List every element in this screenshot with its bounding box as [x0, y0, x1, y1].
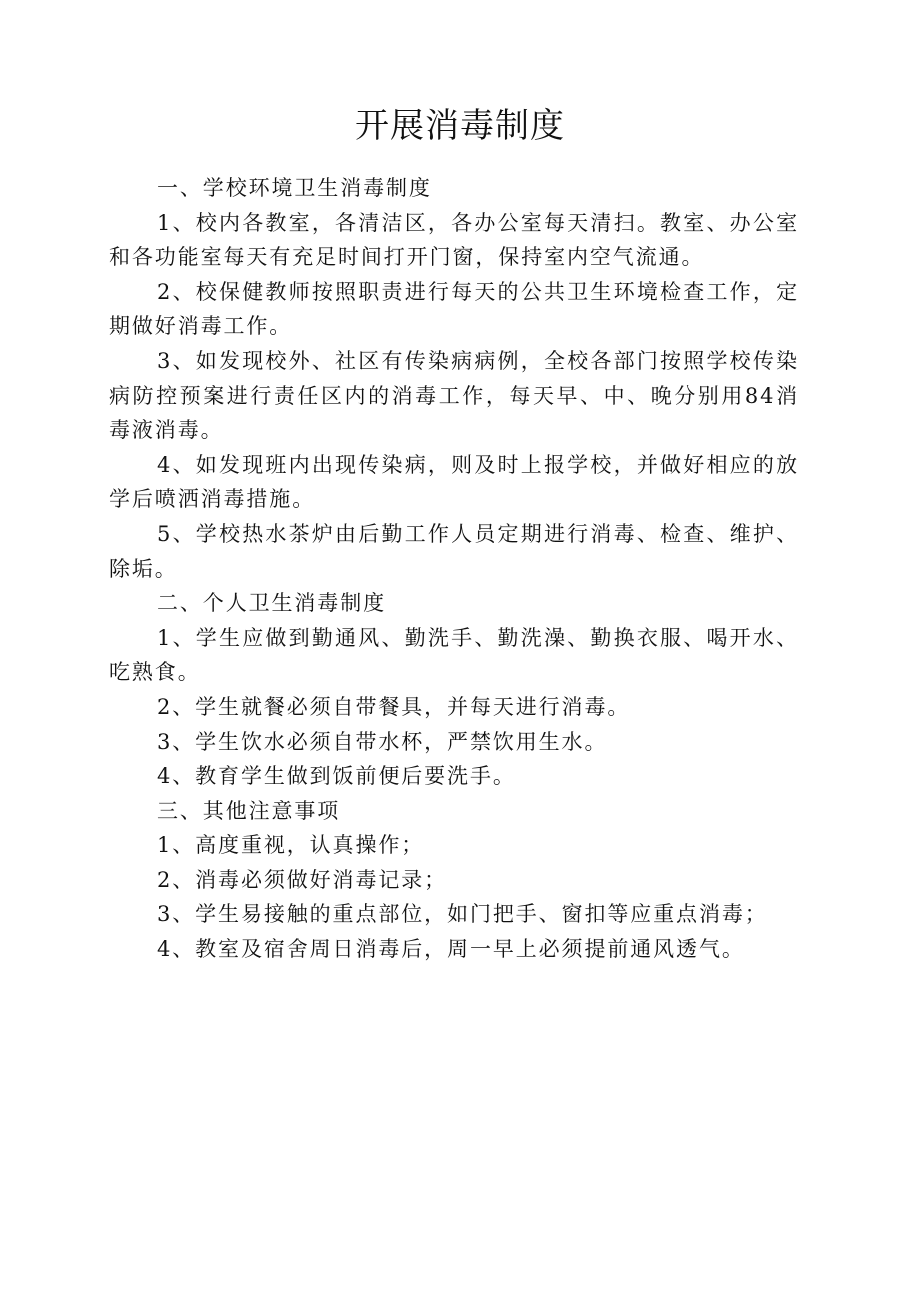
paragraph: 2、校保健教师按照职责进行每天的公共卫生环境检查工作，定期做好消毒工作。 — [109, 279, 799, 339]
document-body — [109, 171, 799, 967]
section-heading-other: 三、其他注意事项 — [157, 798, 341, 823]
paragraph: 1、学生应做到勤通风、勤洗手、勤洗澡、勤换衣服、喝开水、吃熟食。 — [109, 625, 799, 685]
paragraph: 1、校内各教室，各清洁区，各办公室每天清扫。教室、办公室和各功能室每天有充足时间打开门窗，保持室内空气流通。 — [109, 210, 799, 270]
paragraph: 1、高度重视，认真操作； — [157, 833, 425, 858]
paragraph: 4、如发现班内出现传染病，则及时上报学校，并做好相应的放学后喷洒消毒措施。 — [109, 452, 799, 512]
section-heading-environment: 一、学校环境卫生消毒制度 — [157, 176, 432, 200]
paragraph: 3、如发现校外、社区有传染病病例，全校各部门按照学校传染病防控预案进行责任区内的消毒工作，每天早、中、晚分别用84消毒液消毒。 — [109, 348, 799, 443]
paragraph: 3、学生饮水必须自带水杯，严禁饮用生水。 — [157, 729, 608, 754]
paragraph: 4、教室及宿舍周日消毒后，周一早上必须提前通风透气。 — [157, 937, 745, 962]
paragraph: 5、学校热水茶炉由后勤工作人员定期进行消毒、检查、维护、除垢。 — [109, 521, 799, 581]
paragraph: 4、教育学生做到饭前便后要洗手。 — [157, 764, 516, 789]
document-title: 开展消毒制度 — [355, 106, 565, 146]
section-heading-personal: 二、个人卫生消毒制度 — [157, 591, 386, 616]
paragraph: 2、消毒必须做好消毒记录； — [157, 867, 448, 892]
paragraph: 3、学生易接触的重点部位，如门把手、窗扣等应重点消毒； — [157, 902, 768, 927]
paragraph: 2、学生就餐必须自带餐具，并每天进行消毒。 — [157, 694, 631, 719]
